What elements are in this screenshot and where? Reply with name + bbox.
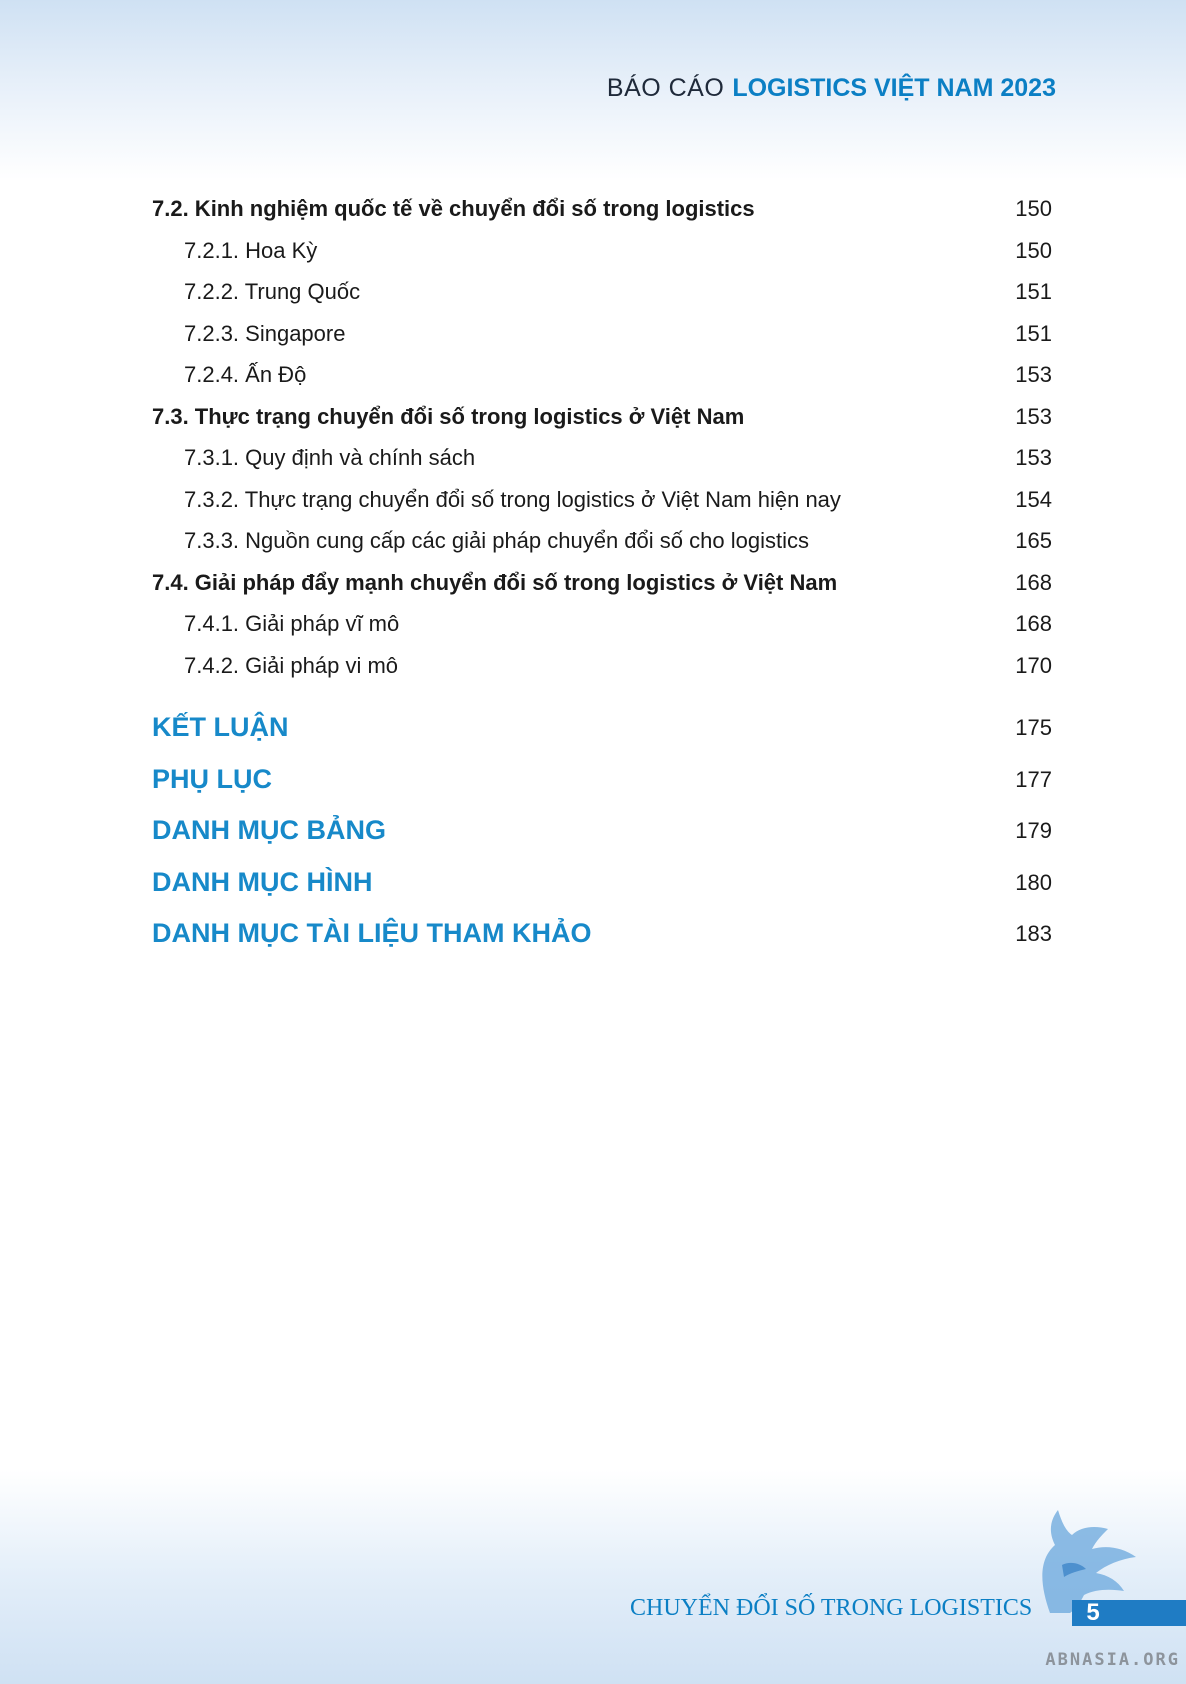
toc-entry-7-3-2[interactable] [152,479,1052,521]
toc-entry-page: 150 [1015,237,1052,263]
running-header [607,74,1056,103]
toc-entry-page: 153 [1015,403,1052,429]
toc-entry-label: 7.2.2. Trung Quốc [184,279,361,304]
toc-main-label: KẾT LUẬN [152,712,289,742]
toc-main-label: DANH MỤC BẢNG [152,815,386,845]
toc-entry-7-2-2[interactable] [152,271,1052,313]
footer-background [0,1470,1186,1684]
toc-entry-label: 7.3.2. Thực trạng chuyển đổi số trong logistics ở Việt Nam hiện nay [184,486,841,512]
watermark: ABNASIA.ORG [1045,1650,1180,1670]
toc-entry-7-2-1[interactable] [152,230,1052,272]
page-number: 5 [1086,1599,1100,1626]
toc-entry-page: 168 [1015,569,1052,595]
toc-entry-label: 7.2.4. Ấn Độ [184,362,307,387]
toc-main-page: 180 [1015,869,1052,895]
toc-entry-page: 151 [1015,320,1052,346]
toc-entry-page: 170 [1015,652,1052,678]
toc-entry-phu-luc[interactable] [152,754,1052,806]
toc-main-page: 183 [1015,921,1052,946]
toc-entry-7-3-1[interactable] [152,437,1052,479]
toc-main-label: PHỤ LỤC [152,763,272,794]
header-title: LOGISTICS VIỆT NAM 2023 [732,74,1056,102]
header-prefix: BÁO CÁO [606,74,725,102]
toc-entry-danh-muc-hinh[interactable] [152,857,1052,909]
toc-entry-page: 168 [1015,611,1052,636]
toc-entry-danh-muc-bang[interactable] [152,805,1052,857]
toc-main-page: 175 [1015,715,1052,740]
toc-entry-label: 7.4.2. Giải pháp vi mô [184,652,399,678]
toc-entry-label: 7.2. Kinh nghiệm quốc tế về chuyển đổi số trong logistics [152,196,755,221]
toc-entry-7-2[interactable] [152,188,1052,230]
toc-entry-7-4-1[interactable] [152,603,1052,645]
toc-entry-label: 7.3. Thực trạng chuyển đổi số trong logistics ở Việt Nam [152,403,745,429]
toc-entry-ket-luan[interactable] [152,702,1052,754]
toc-spacer [152,686,1052,702]
toc-entry-page: 153 [1015,362,1052,387]
toc-entry-label: 7.3.3. Nguồn cung cấp các giải pháp chuyển đổi số cho logistics [184,528,809,553]
toc-entry-page: 151 [1015,279,1052,304]
toc-entry-page: 150 [1015,196,1052,221]
toc-entry-7-3-3[interactable] [152,520,1052,562]
toc-entry-tai-lieu-tham-khao[interactable] [152,908,1052,960]
toc-entry-page: 153 [1015,445,1052,470]
table-of-contents [152,188,1052,960]
toc-main-label: DANH MỤC HÌNH [152,866,373,897]
toc-main-page: 179 [1015,818,1052,843]
toc-entry-7-3[interactable] [152,396,1052,438]
toc-entry-label: 7.3.1. Quy định và chính sách [184,445,476,470]
toc-entry-label: 7.4. Giải pháp đẩy mạnh chuyển đổi số trong logistics ở Việt Nam [152,569,838,595]
toc-entry-7-4[interactable] [152,562,1052,604]
footer-title: CHUYỂN ĐỔI SỐ TRONG LOGISTICS [630,1595,1033,1621]
toc-entry-page: 154 [1015,486,1052,512]
toc-entry-7-2-4[interactable] [152,354,1052,396]
toc-main-label: DANH MỤC TÀI LIỆU THAM KHẢO [152,918,592,948]
toc-entry-label: 7.2.3. Singapore [184,320,346,346]
toc-entry-page: 165 [1015,528,1052,553]
toc-entry-7-4-2[interactable] [152,645,1052,687]
toc-main-page: 177 [1015,766,1052,792]
toc-entry-label: 7.4.1. Giải pháp vĩ mô [184,611,400,636]
toc-entry-label: 7.2.1. Hoa Kỳ [184,237,318,263]
toc-entry-7-2-3[interactable] [152,313,1052,355]
